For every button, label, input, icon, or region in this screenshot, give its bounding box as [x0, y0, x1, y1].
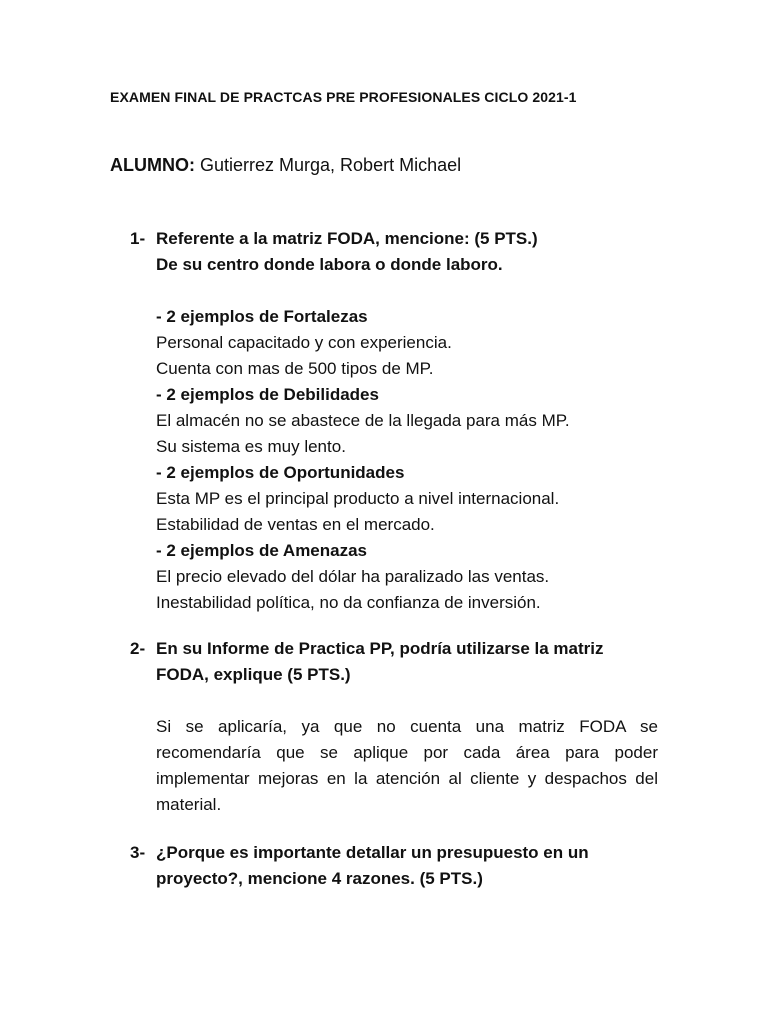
threats-heading: - 2 ejemplos de Amenazas	[156, 541, 368, 560]
question-2-prompt-line-2: FODA, explique (5 PTS.)	[156, 665, 351, 684]
question-1-number: 1-	[130, 229, 146, 248]
strengths-heading: - 2 ejemplos de Fortalezas	[156, 307, 368, 326]
question-2-header	[130, 636, 660, 688]
question-2	[130, 636, 660, 818]
question-2-prompt-line-1: En su Informe de Practica PP, podría utilizarse la matriz	[156, 639, 604, 658]
threat-item-1: El precio elevado del dólar ha paralizado las ventas.	[156, 567, 550, 586]
opportunities-heading: - 2 ejemplos de Oportunidades	[156, 463, 405, 482]
question-3-prompt	[156, 840, 660, 892]
exam-title: EXAMEN FINAL DE PRACTCAS PRE PROFESIONALES CICLO 2021-1	[110, 89, 577, 105]
question-2-number: 2-	[130, 639, 146, 658]
question-2-answer: Si se aplicaría, ya que no cuenta una matriz FODA se recomendaría que se aplique por cada área para poder implementar mejoras en la atención al cliente y despachos del material.	[156, 717, 658, 814]
student-name: Gutierrez Murga, Robert Michael	[200, 155, 462, 175]
threat-item-2: Inestabilidad política, no da confianza de inversión.	[156, 593, 541, 612]
question-3-prompt-line-2: proyecto?, mencione 4 razones. (5 PTS.)	[156, 869, 483, 888]
student-line	[110, 155, 461, 176]
question-1-prompt-line-2: De su centro donde labora o donde laboro.	[156, 255, 503, 274]
question-1-answer	[156, 304, 660, 616]
strength-item-2: Cuenta con mas de 500 tipos de MP.	[156, 359, 434, 378]
student-label: ALUMNO:	[110, 155, 195, 175]
question-1	[130, 226, 660, 616]
strength-item-1: Personal capacitado y con experiencia.	[156, 333, 452, 352]
question-3-header	[130, 840, 660, 892]
question-3-prompt-line-1: ¿Porque es importante detallar un presupuesto en un	[156, 843, 589, 862]
question-2-prompt	[156, 636, 660, 688]
question-1-header	[130, 226, 660, 278]
opportunity-item-2: Estabilidad de ventas en el mercado.	[156, 515, 435, 534]
question-3	[130, 840, 660, 892]
question-1-prompt-line-1: Referente a la matriz FODA, mencione: (5 PTS.)	[156, 229, 538, 248]
weakness-item-1: El almacén no se abastece de la llegada para más MP.	[156, 411, 570, 430]
weakness-item-2: Su sistema es muy lento.	[156, 437, 346, 456]
question-3-number: 3-	[130, 843, 146, 862]
opportunity-item-1: Esta MP es el principal producto a nivel internacional.	[156, 489, 560, 508]
question-1-prompt	[156, 226, 660, 278]
weaknesses-heading: - 2 ejemplos de Debilidades	[156, 385, 379, 404]
